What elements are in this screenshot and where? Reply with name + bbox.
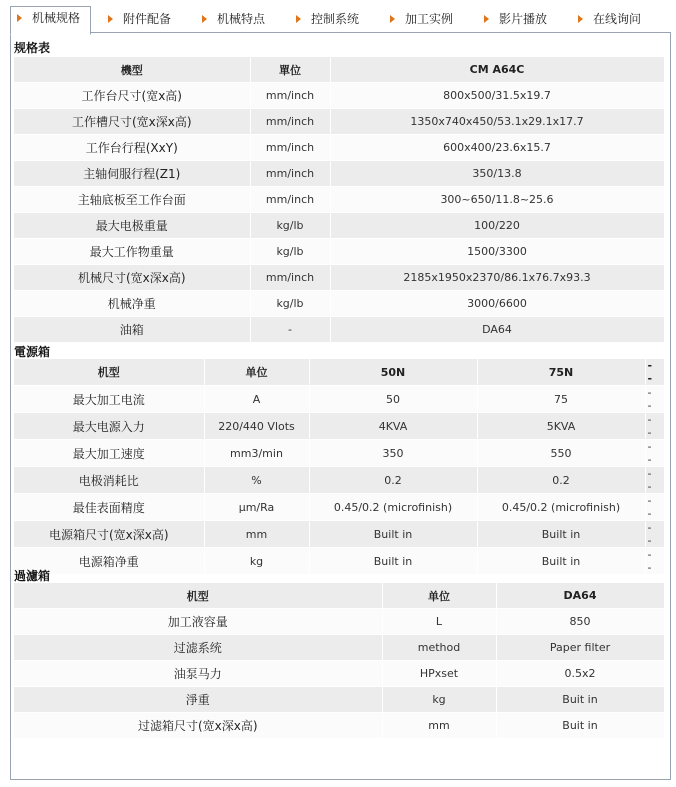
table-cell: 5KVA: [477, 413, 645, 440]
table-cell: kg/lb: [250, 213, 330, 239]
filter-header-cell: 机型: [14, 583, 382, 609]
row-label: 最大电源入力: [14, 413, 204, 440]
power-header-cell: 机型: [14, 359, 204, 386]
table-row: [14, 609, 664, 635]
table-cell: 850: [496, 609, 664, 635]
row-label: 工作槽尺寸(宽x深x高): [14, 109, 250, 135]
table-cell: kg: [382, 687, 496, 713]
filter-header-cell: DA64: [496, 583, 664, 609]
table-cell: mm/inch: [250, 187, 330, 213]
table-cell: mm: [382, 713, 496, 739]
table-row: [14, 187, 664, 213]
table-row: [14, 467, 664, 494]
table-cell: Built in: [309, 548, 477, 575]
table-row: [14, 291, 664, 317]
table-cell: mm3/min: [204, 440, 309, 467]
table-cell: mm/inch: [250, 161, 330, 187]
table-cell: 1500/3300: [330, 239, 664, 265]
arrow-right-icon: [578, 15, 583, 23]
row-label: 过滤箱尺寸(宽x深x高): [14, 713, 382, 739]
row-label: 电极消耗比: [14, 467, 204, 494]
table-row: [14, 83, 664, 109]
arrow-right-icon: [296, 15, 301, 23]
table-cell: 550: [477, 440, 645, 467]
row-label: 工作台尺寸(宽x高): [14, 83, 250, 109]
row-label: 淨重: [14, 687, 382, 713]
table-cell: 220/440 Vlots: [204, 413, 309, 440]
table-row: [14, 635, 664, 661]
table-cell: 0.5x2: [496, 661, 664, 687]
table-row: [14, 494, 664, 521]
table-cell: 300~650/11.8~25.6: [330, 187, 664, 213]
tab-machining-examples[interactable]: 加工实例: [390, 8, 453, 32]
table-cell: - -: [645, 548, 664, 575]
table-cell: 2185x1950x2370/86.1x76.7x93.3: [330, 265, 664, 291]
power-header-cell: 75N: [477, 359, 645, 386]
table-cell: %: [204, 467, 309, 494]
table-cell: 0.2: [309, 467, 477, 494]
table-cell: 0.45/0.2 (microfinish): [477, 494, 645, 521]
table-cell: mm/inch: [250, 83, 330, 109]
arrow-right-icon: [390, 15, 395, 23]
table-cell: 50: [309, 386, 477, 413]
tab-bar: [10, 6, 670, 32]
table-cell: μm/Ra: [204, 494, 309, 521]
power-header-cell: - -: [645, 359, 664, 386]
table-cell: DA64: [330, 317, 664, 343]
row-label: 最大工作物重量: [14, 239, 250, 265]
table-cell: Built in: [477, 521, 645, 548]
table-cell: L: [382, 609, 496, 635]
row-label: 工作台行程(XxY): [14, 135, 250, 161]
row-label: 最大加工速度: [14, 440, 204, 467]
table-cell: mm/inch: [250, 265, 330, 291]
table-row: [14, 386, 664, 413]
table-cell: 800x500/31.5x19.7: [330, 83, 664, 109]
table-row: [14, 661, 664, 687]
table-cell: 350: [309, 440, 477, 467]
table-cell: Buit in: [496, 713, 664, 739]
arrow-right-icon: [17, 14, 22, 22]
table-row: [14, 440, 664, 467]
specs-header-row: [14, 57, 664, 83]
tab-machine-specs[interactable]: 机械规格: [10, 6, 91, 35]
table-cell: 4KVA: [309, 413, 477, 440]
row-label: 加工液容量: [14, 609, 382, 635]
table-cell: 600x400/23.6x15.7: [330, 135, 664, 161]
table-row: [14, 265, 664, 291]
specs-header-cell: 機型: [14, 57, 250, 83]
table-cell: method: [382, 635, 496, 661]
table-cell: 100/220: [330, 213, 664, 239]
table-cell: - -: [645, 494, 664, 521]
table-row: [14, 135, 664, 161]
power-header-cell: 50N: [309, 359, 477, 386]
table-row: [14, 548, 664, 575]
specs-table: [14, 57, 665, 343]
table-cell: kg/lb: [250, 239, 330, 265]
row-label: 电源箱净重: [14, 548, 204, 575]
table-cell: mm/inch: [250, 135, 330, 161]
row-label: 电源箱尺寸(宽x深x高): [14, 521, 204, 548]
row-label: 主轴伺服行程(Z1): [14, 161, 250, 187]
tab-online-inquiry[interactable]: 在线询问: [578, 8, 641, 32]
power-header-row: [14, 359, 664, 386]
tab-control-system[interactable]: 控制系统: [296, 8, 359, 32]
arrow-right-icon: [202, 15, 207, 23]
row-label: 机械净重: [14, 291, 250, 317]
table-cell: 0.2: [477, 467, 645, 494]
table-cell: A: [204, 386, 309, 413]
table-cell: - -: [645, 386, 664, 413]
row-label: 最佳表面精度: [14, 494, 204, 521]
table-cell: - -: [645, 521, 664, 548]
row-label: 最大电极重量: [14, 213, 250, 239]
power-header-cell: 单位: [204, 359, 309, 386]
table-row: [14, 521, 664, 548]
row-label: 油箱: [14, 317, 250, 343]
table-cell: mm: [204, 521, 309, 548]
table-cell: HPxset: [382, 661, 496, 687]
table-row: [14, 109, 664, 135]
power-table: [14, 359, 665, 575]
filter-table: [14, 583, 665, 739]
table-cell: - -: [645, 413, 664, 440]
table-cell: 350/13.8: [330, 161, 664, 187]
specs-header-cell: CM A64C: [330, 57, 664, 83]
table-row: [14, 413, 664, 440]
table-cell: 1350x740x450/53.1x29.1x17.7: [330, 109, 664, 135]
table-cell: - -: [645, 467, 664, 494]
table-cell: - -: [645, 440, 664, 467]
specs-header-cell: 單位: [250, 57, 330, 83]
tab-accessories[interactable]: 附件配备: [108, 8, 171, 32]
table-cell: mm/inch: [250, 109, 330, 135]
power-section-title: 電源箱: [14, 345, 51, 359]
row-label: 主轴底板至工作台面: [14, 187, 250, 213]
row-label: 机械尺寸(宽x深x高): [14, 265, 250, 291]
table-cell: Paper filter: [496, 635, 664, 661]
tab-video[interactable]: 影片播放: [484, 8, 547, 32]
filter-section-title: 過濾箱: [14, 569, 51, 583]
table-cell: Built in: [477, 548, 645, 575]
filter-header-cell: 单位: [382, 583, 496, 609]
table-row: [14, 687, 664, 713]
table-cell: Buit in: [496, 687, 664, 713]
table-cell: 3000/6600: [330, 291, 664, 317]
row-label: 油泵马力: [14, 661, 382, 687]
filter-header-row: [14, 583, 664, 609]
specs-section-title: 规格表: [14, 41, 51, 55]
arrow-right-icon: [108, 15, 113, 23]
row-label: 最大加工电流: [14, 386, 204, 413]
table-cell: -: [250, 317, 330, 343]
table-cell: 0.45/0.2 (microfinish): [309, 494, 477, 521]
row-label: 过滤系统: [14, 635, 382, 661]
table-cell: 75: [477, 386, 645, 413]
table-cell: Built in: [309, 521, 477, 548]
table-cell: kg/lb: [250, 291, 330, 317]
table-row: [14, 239, 664, 265]
table-row: [14, 161, 664, 187]
table-cell: kg: [204, 548, 309, 575]
table-row: [14, 713, 664, 739]
table-row: [14, 213, 664, 239]
arrow-right-icon: [484, 15, 489, 23]
table-row: [14, 317, 664, 343]
tab-features[interactable]: 机械特点: [202, 8, 265, 32]
